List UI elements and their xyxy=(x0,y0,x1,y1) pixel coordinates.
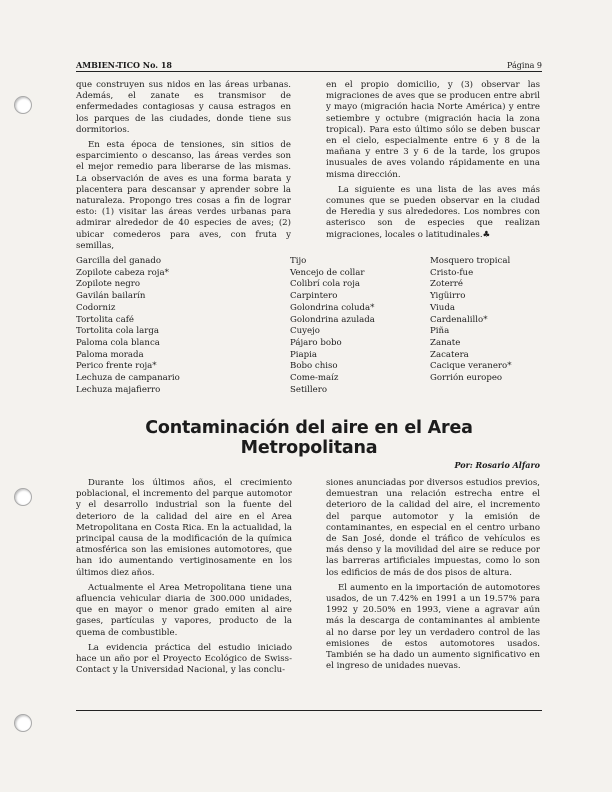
bird-name: Cristo-fue xyxy=(430,267,474,278)
paragraph: Durante los últimos años, el crecimiento poblacional, el incremento del parque automotor y el desarrollo industrial son la fuente del deterioro de la calidad del aire en el Area Metropolitana en Costa Rica. En la actualidad, la principal causa de la modificación de la química atmosférica son las emisiones automotores, que han ido aumentando vertiginosamente en los últimos diez años. xyxy=(76,478,292,578)
footer-rule xyxy=(76,710,542,711)
paragraph: siones anunciadas por diversos estudios previos, demuestran una relación estrecha entre el deterioro de la calidad del aire, el incremento del parque automotor y la emisión de contaminantes, en especial en el centro urbano de San José, donde el tráfico de vehículos es más denso y la movilidad del aire se reduce por las barreras artificiales impuestas, como lo son los edificios de más de dos pisos de altura. xyxy=(326,478,540,578)
article2-column-1 xyxy=(76,478,292,680)
bird-name: Vencejo de collar xyxy=(290,267,365,278)
bird-name: Garcilla del ganado xyxy=(76,256,162,266)
bird-name: Cuyejo xyxy=(290,326,320,337)
bird-name: Bobo chiso xyxy=(290,361,338,372)
bird-name: Lechuza majafierro xyxy=(76,384,161,395)
bird-name: Tijo xyxy=(290,256,307,266)
publication-name: AMBIEN-TICO No. 18 xyxy=(76,60,172,70)
bird-name: Zanate xyxy=(430,337,461,348)
binder-hole xyxy=(14,714,32,732)
paragraph: El aumento en la importación de automotores usados, de un 7.42% en 1991 a un 19.57% para 1992 y 20.50% en 1993, viene a agravar aún más la descarga de contaminantes al ambiente al no darse por ley un verdadero control de las emisiones de estos automotores usados. También se ha dado un aumento significativo en el ingreso de unidades nuevas. xyxy=(326,582,540,672)
bird-name: Zacatera xyxy=(430,349,469,360)
bird-name: Paloma cola blanca xyxy=(76,337,160,348)
bird-name: Pájaro bobo xyxy=(290,337,342,348)
bird-name: Zopilote cabeza roja* xyxy=(76,267,169,278)
header-rule xyxy=(76,71,542,72)
bird-list-column-2 xyxy=(290,256,420,396)
bird-name: Cacique veranero* xyxy=(430,361,512,372)
bird-name: Golondrina coluda* xyxy=(290,302,375,313)
bird-name: Come-maíz xyxy=(290,373,339,384)
bird-name: Zopilote negro xyxy=(76,279,140,290)
paragraph: que construyen sus nidos en las áreas urbanas. Además, el zanate es transmisor de enfermedades contagiosas y causa estragos en los parques de las ciudades, donde tiene sus dormitorios. xyxy=(76,80,291,135)
bird-name: Yigüirro xyxy=(430,291,466,302)
bird-name: Paloma morada xyxy=(76,349,144,360)
bird-name: Tortolita café xyxy=(76,314,134,325)
running-header xyxy=(76,56,542,70)
bird-name: Perico frente roja* xyxy=(76,361,157,372)
bird-name: Lechuza de campanario xyxy=(76,373,180,384)
paragraph: La evidencia práctica del estudio iniciado hace un año por el Proyecto Ecológico de Swiss-Contact y la Universidad Nacional, y las conclu- xyxy=(76,642,292,676)
article-byline: Por: Rosario Alfaro xyxy=(454,460,540,470)
binder-hole xyxy=(14,488,32,506)
paragraph: La siguiente es una lista de las aves más comunes que se pueden observar en la ciudad de Heredia y sus alrededores. Los nombres con asterisco son de especies que realizan migraciones, locales o latitudinales.♣ xyxy=(326,184,540,240)
page-number: Página 9 xyxy=(506,61,542,70)
bird-name: Codorniz xyxy=(76,302,116,313)
bird-name: Carpintero xyxy=(290,291,338,302)
bird-name: Piña xyxy=(430,326,450,337)
bird-list-column-1 xyxy=(76,256,276,396)
paragraph: en el propio domicilio, y (3) observar las migraciones de aves que se producen entre abril y mayo (migración hacia Norte América) y entre setiembre y octubre (migración hacia la zona tropical). Para esto último sólo se deben buscar en el cielo, especialmente entre 6 y 8 de la mañana y entre 3 y 6 de la tarde, los grupos inusuales de aves volando rápidamente en una misma dirección. xyxy=(326,80,540,180)
article2-column-2 xyxy=(326,478,540,676)
bird-name: Gorrión europeo xyxy=(430,373,503,384)
bird-name: Golondrina azulada xyxy=(290,314,375,325)
bird-name: Viuda xyxy=(430,302,455,313)
bird-name: Piapia xyxy=(290,349,318,360)
bird-name: Cardenalillo* xyxy=(430,314,488,325)
article1-column-2 xyxy=(326,80,540,245)
paragraph: En esta época de tensiones, sin sitios de esparcimiento o descanso, las áreas verdes son el mejor remedio para liberarse de las mismas. La observación de aves es una forma barata y placentera para descansar y aprender sobre la naturaleza. Propongo tres cosas a fin de lograr esto: (1) visitar las áreas verdes urbanas para admirar alrededor de 40 especies de aves; (2) ubicar comederos para aves, con fruta y semillas, xyxy=(76,140,291,251)
bird-name: Colibrí cola roja xyxy=(290,279,360,290)
bird-name: Gavilán bailarín xyxy=(76,291,146,302)
bird-name: Mosquero tropical xyxy=(430,256,511,266)
bird-name: Zoterré xyxy=(430,279,463,290)
bird-list-column-3 xyxy=(430,256,550,385)
article-title: Contaminación del aire en el Area Metropolitana xyxy=(145,418,473,458)
bird-name: Tortolita cola larga xyxy=(76,326,159,337)
paragraph: Actualmente el Area Metropolitana tiene una afluencia vehicular diaria de 300.000 unidades, que en mayor o menor grado emiten al aire gases, partículas y vapores, producto de la quema de combustible. xyxy=(76,582,292,638)
bird-name: Setillero xyxy=(290,384,328,395)
binder-hole xyxy=(14,96,32,114)
article1-column-1 xyxy=(76,80,291,256)
